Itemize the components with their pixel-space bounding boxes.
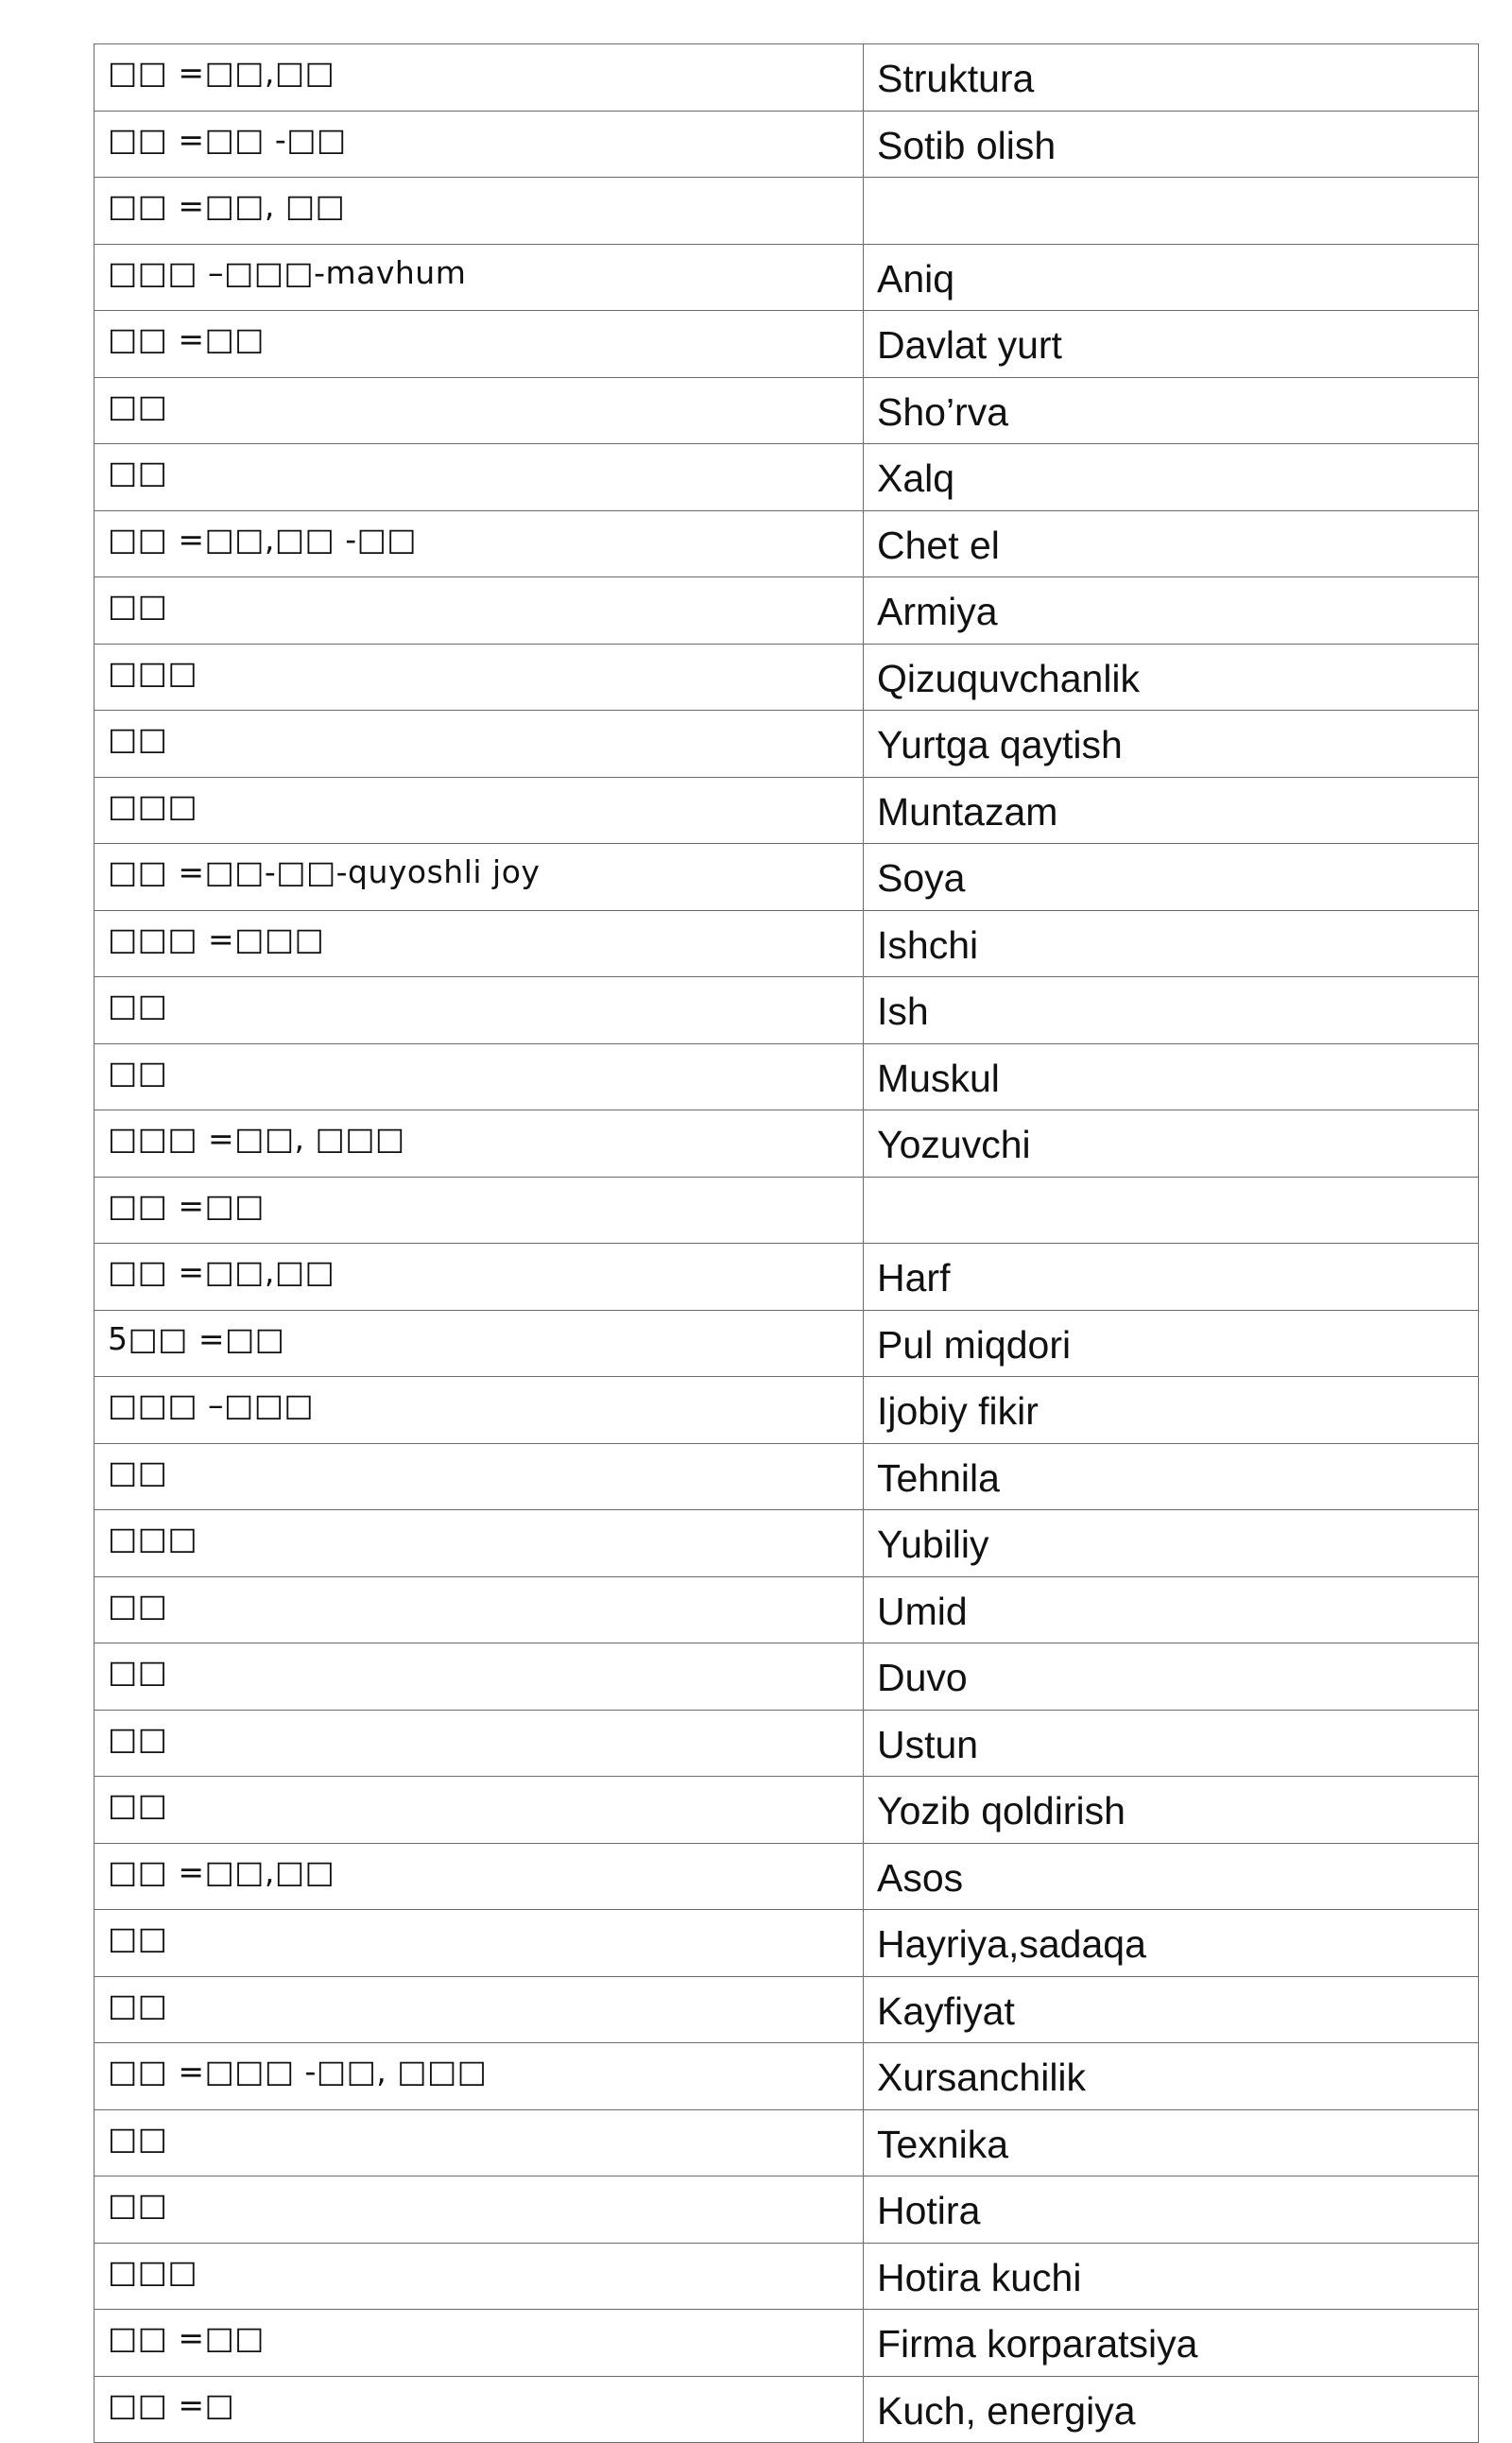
- translation-cell: Yozuvchi: [864, 1110, 1479, 1178]
- table-row: [94, 1976, 1479, 2043]
- translation-cell: Muntazam: [864, 777, 1479, 844]
- term-cell: □□: [94, 444, 864, 511]
- translation-cell: Texnika: [864, 2109, 1479, 2176]
- term-cell: □□ =□□: [94, 2310, 864, 2377]
- table-row: [94, 977, 1479, 1044]
- table-row: [94, 1843, 1479, 1910]
- table-row: [94, 510, 1479, 577]
- table-row: [94, 377, 1479, 444]
- translation-cell: Davlat yurt: [864, 311, 1479, 378]
- term-cell: □□: [94, 1643, 864, 1711]
- translation-cell: Ijobiy fikir: [864, 1377, 1479, 1444]
- translation-cell: Aniq: [864, 244, 1479, 311]
- table-row: [94, 1710, 1479, 1777]
- table-row: [94, 1177, 1479, 1244]
- term-cell: □□: [94, 1777, 864, 1844]
- translation-cell: Sotib olish: [864, 111, 1479, 178]
- table-row: [94, 777, 1479, 844]
- table-row: [94, 1110, 1479, 1178]
- translation-cell: Yurtga qaytish: [864, 711, 1479, 778]
- table-row: [94, 1043, 1479, 1110]
- translation-cell: Qizuquvchanlik: [864, 644, 1479, 711]
- term-cell: □□ =□□, □□: [94, 178, 864, 245]
- term-cell: □□: [94, 977, 864, 1044]
- term-cell: 5□□ =□□: [94, 1310, 864, 1377]
- table-row: [94, 178, 1479, 245]
- translation-cell: Umid: [864, 1576, 1479, 1643]
- term-cell: □□ =□□: [94, 311, 864, 378]
- term-cell: □□□ =□□, □□□: [94, 1110, 864, 1178]
- term-cell: □□□ –□□□-mavhum: [94, 244, 864, 311]
- term-cell: □□: [94, 1976, 864, 2043]
- table-row: [94, 2109, 1479, 2176]
- translation-cell: Ustun: [864, 1710, 1479, 1777]
- table-row: [94, 1443, 1479, 1510]
- table-row: [94, 111, 1479, 178]
- term-cell: □□ =□□ -□□: [94, 111, 864, 178]
- term-cell: □□: [94, 1443, 864, 1510]
- table-row: [94, 2310, 1479, 2377]
- term-cell: □□ =□□: [94, 1177, 864, 1244]
- term-cell: □□ =□□,□□: [94, 1244, 864, 1311]
- table-row: [94, 1643, 1479, 1711]
- term-cell: □□ =□□,□□: [94, 1843, 864, 1910]
- table-row: [94, 844, 1479, 911]
- translation-cell: Ish: [864, 977, 1479, 1044]
- translation-cell: Harf: [864, 1244, 1479, 1311]
- translation-cell: Firma korparatsiya: [864, 2310, 1479, 2377]
- vocabulary-table-body: [94, 44, 1479, 2443]
- translation-cell: Hotira kuchi: [864, 2243, 1479, 2310]
- term-cell: □□ =□□□ -□□, □□□: [94, 2043, 864, 2110]
- translation-cell: Hayriya,sadaqa: [864, 1910, 1479, 1977]
- term-cell: □□: [94, 2109, 864, 2176]
- term-cell: □□: [94, 577, 864, 645]
- translation-cell: Kayfiyat: [864, 1976, 1479, 2043]
- table-row: [94, 44, 1479, 112]
- translation-cell: Muskul: [864, 1043, 1479, 1110]
- table-row: [94, 910, 1479, 977]
- translation-cell: Hotira: [864, 2176, 1479, 2244]
- translation-cell: Soya: [864, 844, 1479, 911]
- table-row: [94, 311, 1479, 378]
- term-cell: □□□: [94, 777, 864, 844]
- table-row: [94, 1377, 1479, 1444]
- table-row: [94, 244, 1479, 311]
- table-row: [94, 1310, 1479, 1377]
- translation-cell: Kuch, energiya: [864, 2376, 1479, 2443]
- table-row: [94, 644, 1479, 711]
- term-cell: □□: [94, 2176, 864, 2244]
- table-row: [94, 1510, 1479, 1577]
- translation-cell: Yozib qoldirish: [864, 1777, 1479, 1844]
- table-row: [94, 1244, 1479, 1311]
- term-cell: □□ =□□,□□ -□□: [94, 510, 864, 577]
- translation-cell: Pul miqdori: [864, 1310, 1479, 1377]
- translation-cell: Asos: [864, 1843, 1479, 1910]
- translation-cell: Armiya: [864, 577, 1479, 645]
- term-cell: □□: [94, 711, 864, 778]
- translation-cell: Ishchi: [864, 910, 1479, 977]
- term-cell: □□□: [94, 2243, 864, 2310]
- translation-cell: Duvo: [864, 1643, 1479, 1711]
- term-cell: □□: [94, 1576, 864, 1643]
- translation-cell: [864, 178, 1479, 245]
- table-row: [94, 444, 1479, 511]
- table-row: [94, 577, 1479, 645]
- translation-cell: Tehnila: [864, 1443, 1479, 1510]
- table-row: [94, 2376, 1479, 2443]
- term-cell: □□□: [94, 1510, 864, 1577]
- table-row: [94, 2176, 1479, 2244]
- term-cell: □□□ –□□□: [94, 1377, 864, 1444]
- term-cell: □□: [94, 1910, 864, 1977]
- term-cell: □□: [94, 377, 864, 444]
- translation-cell: Xalq: [864, 444, 1479, 511]
- vocabulary-table: [94, 43, 1479, 2443]
- translation-cell: Xursanchilik: [864, 2043, 1479, 2110]
- table-row: [94, 1777, 1479, 1844]
- table-row: [94, 1910, 1479, 1977]
- term-cell: □□ =□□,□□: [94, 44, 864, 112]
- table-row: [94, 2243, 1479, 2310]
- translation-cell: Sho’rva: [864, 377, 1479, 444]
- translation-cell: [864, 1177, 1479, 1244]
- translation-cell: Struktura: [864, 44, 1479, 112]
- table-row: [94, 2043, 1479, 2110]
- table-row: [94, 711, 1479, 778]
- translation-cell: Yubiliy: [864, 1510, 1479, 1577]
- term-cell: □□: [94, 1710, 864, 1777]
- translation-cell: Chet el: [864, 510, 1479, 577]
- term-cell: □□: [94, 1043, 864, 1110]
- table-row: [94, 1576, 1479, 1643]
- term-cell: □□□ =□□□: [94, 910, 864, 977]
- term-cell: □□□: [94, 644, 864, 711]
- term-cell: □□ =□: [94, 2376, 864, 2443]
- term-cell: □□ =□□-□□-quyoshli joy: [94, 844, 864, 911]
